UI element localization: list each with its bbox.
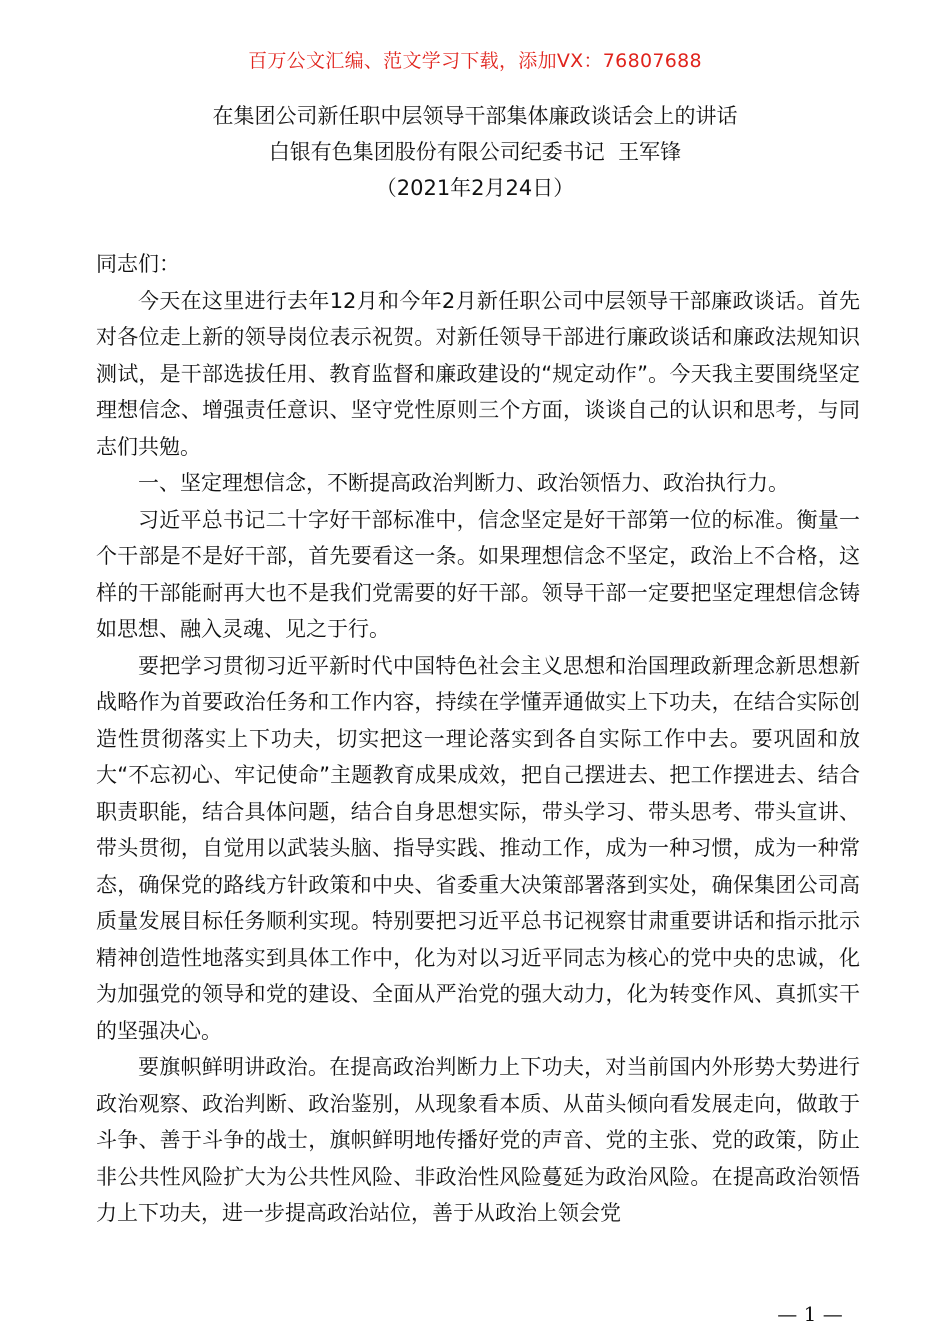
header-banner: 百万公文汇编、范文学习下载，添加VX：76807688: [248, 50, 702, 72]
document-author: 白银有色集团股份有限公司纪委书记 王军锋: [268, 140, 682, 164]
document-title: 在集团公司新任职中层领导干部集体廉政谈话会上的讲话: [212, 104, 738, 128]
paragraph: 要旗帜鲜明讲政治。在提高政治判断力上下功夫，对当前国内外形势大势进行政治观察、政治判断、政治鉴别，从现象看本质、从苗头倾向看发展走向，做敢于斗争、善于斗争的战士，旗帜鲜明地传播好党的声音、党的主张、党的政策，防止非公共性风险扩大为公共性风险、非政治性风险蔓延为政治风险。在提高政治领悟力上下功夫，进一步提高政治站位，善于从政治上领会党: [96, 1055, 860, 1225]
section-heading: 一、坚定理想信念，不断提高政治判断力、政治领悟力、政治执行力。: [138, 471, 789, 495]
paragraph: 要把学习贯彻习近平新时代中国特色社会主义思想和治国理政新理念新思想新战略作为首要政治任务和工作内容，持续在学懂弄通做实上下功夫，在结合实际创造性贯彻落实上下功夫，切实把这一理论落实到各自实际工作中去。要巩固和放大“不忘初心、牢记使命”主题教育成果成效，把自己摆进去、把工作摆进去、结合职责职能，结合具体问题，结合自身思想实际，带头学习、带头思考、带头宣讲、带头贯彻，自觉用以武装头脑、指导实践、推动工作，成为一种习惯，成为一种常态，确保党的路线方针政策和中央、省委重大决策部署落到实处，确保集团公司高质量发展目标任务顺利实现。特别要把习近平总书记视察甘肃重要讲话和指示批示精神创造性地落实到具体工作中，化为对以习近平同志为核心的党中央的忠诚，化为加强党的领导和党的建设、全面从严治党的强大动力，化为转变作风、真抓实干的坚强决心。: [96, 653, 860, 1043]
paragraph: 习近平总书记二十字好干部标准中，信念坚定是好干部第一位的标准。衡量一个干部是不是好干部，首先要看这一条。如果理想信念不坚定，政治上不合格，这样的干部能耐再大也不是我们党需要的好干部。领导干部一定要把坚定理想信念铸如思想、融入灵魂、见之于行。: [96, 507, 860, 641]
document-body: [96, 246, 860, 1232]
paragraph: 今天在这里进行去年12月和今年2月新任职公司中层领导干部廉政谈话。首先对各位走上新的领导岗位表示祝贺。对新任领导干部进行廉政谈话和廉政法规知识测试，是干部选拔任用、教育监督和廉政建设的“规定动作”。今天我主要围绕坚定理想信念、增强责任意识、坚守党性原则三个方面，谈谈自己的认识和思考，与同志们共勉。: [96, 288, 860, 459]
document-date: （2021年2月24日）: [375, 176, 575, 200]
page-number: — 1 —: [777, 1302, 843, 1326]
salutation: 同志们：: [96, 252, 180, 276]
document-heading: [0, 98, 950, 206]
